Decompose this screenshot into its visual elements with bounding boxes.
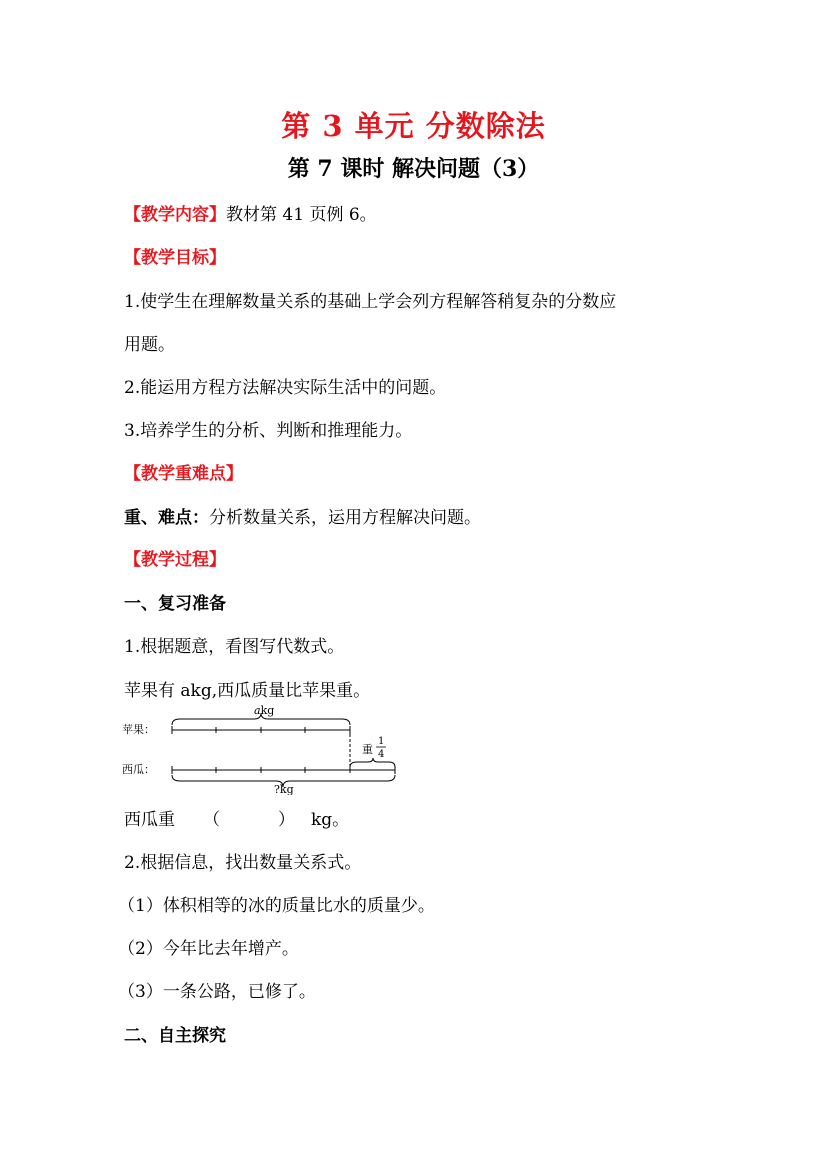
unit-title: 第 3 单元 分数除法	[281, 109, 546, 143]
heavier-label: 重	[362, 743, 373, 756]
question-2-item-2: （2）今年比去年增产。	[118, 939, 299, 959]
goal-item-3: 3.培养学生的分析、判断和推理能力。	[124, 421, 413, 441]
teaching-goals-label: 【教学目标】	[124, 248, 226, 268]
answer-line	[124, 805, 349, 830]
line-segment-diagram	[120, 700, 410, 795]
melon-label: 西瓜：	[122, 763, 155, 776]
teaching-content-label: 【教学内容】	[124, 205, 226, 225]
apple-label: 苹果：	[122, 723, 155, 736]
answer-paren-close: ）	[278, 810, 295, 830]
section-1-heading: 一、复习准备	[124, 594, 226, 614]
melon-amount: ?kg	[274, 783, 294, 795]
question-1: 1.根据题意，看图写代数式。	[124, 637, 345, 657]
goal-item-1-line-1: 1.使学生在理解数量关系的基础上学会列方程解答稍复杂的分数应	[124, 292, 617, 312]
key-points-label: 【教学重难点】	[124, 464, 243, 484]
fraction-numerator: 1	[378, 736, 385, 747]
goal-item-2: 2.能运用方程方法解决实际生活中的问题。	[124, 378, 447, 398]
lesson-subtitle: 第 7 课时 解决问题（3）	[287, 156, 540, 182]
section-2-heading: 二、自主探究	[124, 1026, 226, 1046]
teaching-content-line	[124, 200, 377, 225]
process-label: 【教学过程】	[124, 550, 226, 570]
key-points-text: 分析数量关系，运用方程解决问题。	[209, 508, 481, 528]
key-points-key-label: 重、难点：	[124, 508, 209, 528]
apple-amount: akg	[254, 704, 275, 717]
fraction-denominator: 4	[378, 749, 385, 760]
answer-paren-open: （	[203, 810, 220, 830]
question-2-item-1: （1）体积相等的冰的质量比水的质量少。	[118, 896, 435, 916]
question-2: 2.根据信息，找出数量关系式。	[124, 853, 362, 873]
teaching-content-text: 教材第 41 页例 6。	[226, 205, 377, 225]
heavier-brace	[350, 758, 395, 767]
goal-item-1-line-2: 用题。	[124, 335, 175, 355]
key-points-line	[124, 503, 481, 528]
answer-unit: kg。	[311, 810, 350, 830]
question-1-text: 苹果有 akg,西瓜质量比苹果重。	[124, 681, 371, 701]
answer-prefix: 西瓜重	[124, 810, 175, 830]
question-2-item-3: （3）一条公路，已修了。	[118, 982, 316, 1002]
